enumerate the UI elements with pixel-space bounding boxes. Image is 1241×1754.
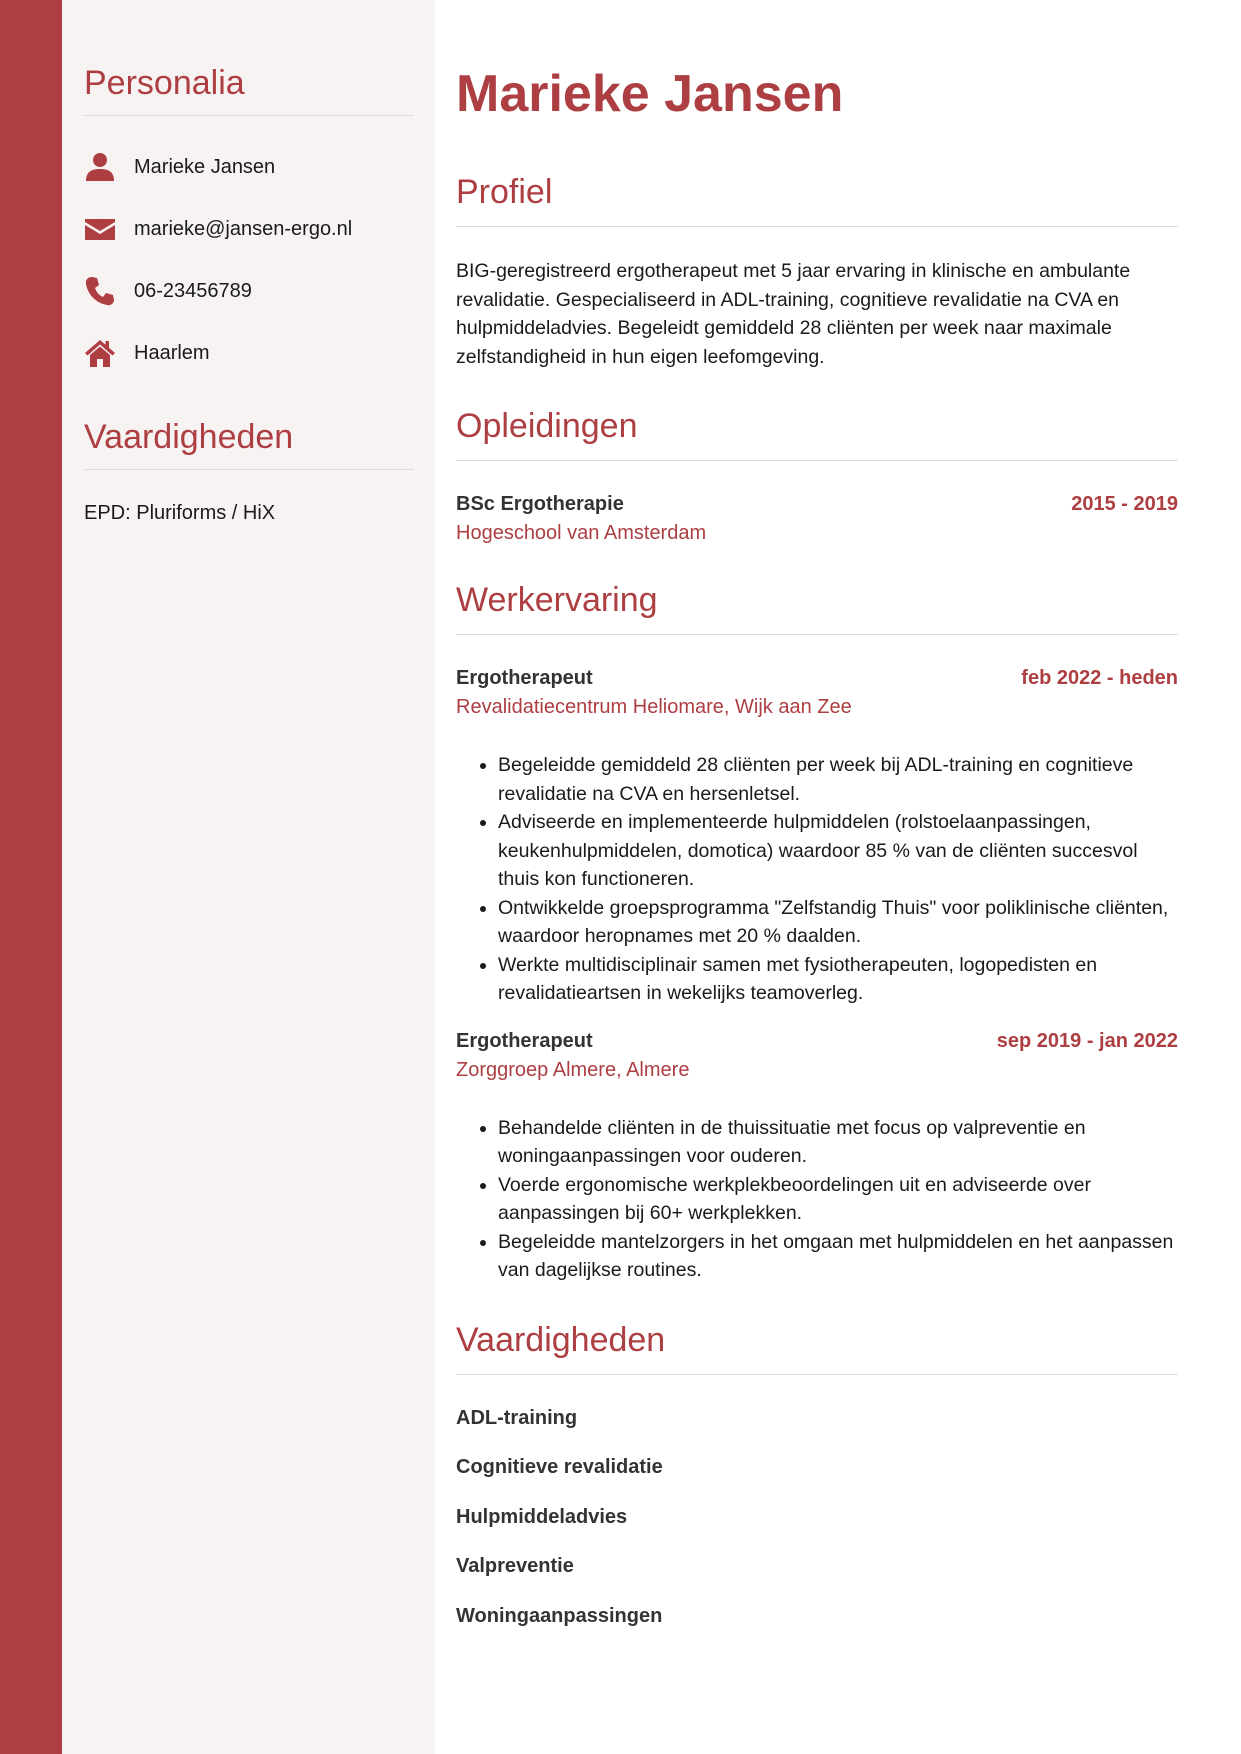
contact-list [84, 136, 414, 384]
sidebar-skills-heading: Vaardigheden [84, 418, 414, 470]
contact-phone [84, 260, 414, 322]
experience-bullets [456, 1114, 1178, 1285]
user-icon [84, 151, 116, 183]
personalia-heading: Personalia [84, 64, 414, 116]
profile-text: BIG-geregistreerd ergotherapeut met 5 jaar ervaring in klinische en ambulante revalidatie. Gespecialiseerd in ADL-training, cognitieve revalidatie na CVA en hulpmiddeladvies. Begeleidt gemiddeld 28 cliënten per week naar maximale zelfstandigheid in hun eigen leefomgeving. [456, 260, 1131, 368]
contact-email-text[interactable]: marieke@jansen-ergo.nl [134, 217, 353, 240]
contact-name-text: Marieke Jansen [134, 155, 276, 178]
experience-entry [456, 1030, 1178, 1285]
education-institution: Hogeschool van Amsterdam [456, 522, 707, 545]
experience-title: Ergotherapeut [456, 1029, 593, 1052]
experience-date: sep 2019 - jan 2022 [996, 1029, 1178, 1052]
skills-heading: Vaardigheden [456, 1321, 1178, 1375]
contact-location-text: Haarlem [134, 341, 210, 364]
education-entry [456, 493, 1178, 545]
contact-phone-text[interactable]: 06-23456789 [134, 279, 252, 302]
skill-item: Woningaanpassingen [456, 1604, 663, 1627]
experience-bullet: • Adviseerde en implementeerde hulpmiddelen (rolstoelaanpassingen, keukenhulpmiddelen, domotica) waardoor 85 % van de cliënten succesvol thuis kon functioneren. [498, 808, 1178, 894]
sidebar-skill-item: EPD: Pluriforms / HiX [84, 502, 276, 524]
home-icon [84, 337, 116, 369]
skill-item: Valpreventie [456, 1555, 574, 1578]
education-heading: Opleidingen [456, 407, 1178, 461]
sidebar-content [84, 64, 414, 525]
education-date: 2015 - 2019 [1071, 493, 1178, 516]
contact-name [84, 136, 414, 198]
candidate-name: Marieke Jansen [456, 65, 844, 123]
experience-bullet: • Werkte multidisciplinair samen met fysiotherapeuten, logopedisten en revalidatieartsen in wekelijks teamoverleg. [498, 951, 1178, 1008]
contact-email [84, 198, 414, 260]
phone-icon [84, 275, 116, 307]
profile-heading: Profiel [456, 173, 1178, 227]
accent-bar [0, 0, 62, 1754]
experience-entry [456, 667, 1178, 1008]
experience-heading: Werkervaring [456, 581, 1178, 635]
envelope-icon [84, 213, 116, 245]
contact-location [84, 322, 414, 384]
skill-item: Cognitieve revalidatie [456, 1456, 663, 1479]
experience-company: Revalidatiecentrum Heliomare, Wijk aan Zee [456, 696, 852, 719]
experience-title: Ergotherapeut [456, 667, 593, 690]
experience-bullet: • Begeleidde gemiddeld 28 cliënten per week bij ADL-training en cognitieve revalidatie na CVA en hersenletsel. [498, 751, 1178, 808]
skill-list [456, 1405, 1178, 1653]
experience-date: feb 2022 - heden [1021, 667, 1178, 690]
experience-bullets [456, 751, 1178, 1008]
experience-bullet: • Ontwikkelde groepsprogramma "Zelfstandig Thuis" voor poliklinische cliënten, waardoor heropnames met 20 % daalden. [498, 894, 1178, 951]
experience-company: Zorggroep Almere, Almere [456, 1058, 690, 1081]
skill-item: Hulpmiddeladvies [456, 1505, 628, 1528]
experience-bullet: • Voerde ergonomische werkplekbeoordelingen uit en adviseerde over aanpassingen bij 60+ werkplekken. [498, 1171, 1178, 1228]
main-content [456, 66, 1178, 1652]
education-title: BSc Ergotherapie [456, 493, 624, 516]
skill-item: ADL-training [456, 1406, 578, 1429]
sidebar [62, 0, 435, 1754]
experience-bullet: • Begeleidde mantelzorgers in het omgaan met hulpmiddelen en het aanpassen van dagelijkse routines. [498, 1228, 1178, 1285]
experience-bullet: • Behandelde cliënten in de thuissituatie met focus op valpreventie en woningaanpassingen voor ouderen. [498, 1114, 1178, 1171]
